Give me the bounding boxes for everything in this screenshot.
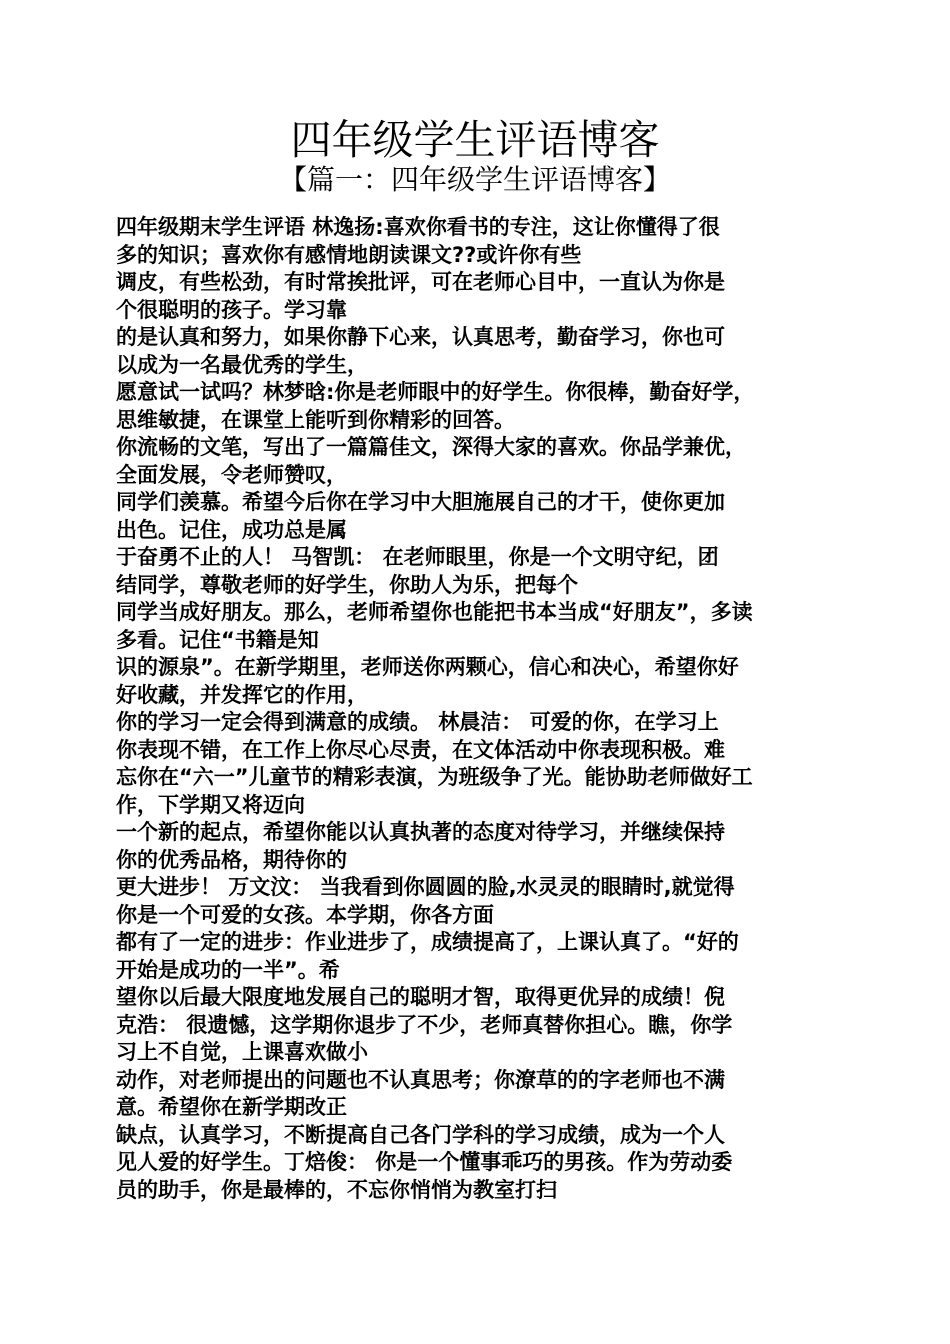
text-line: 员的助手，你是最棒的，不忘你悄悄为教室打扫: [116, 1177, 557, 1202]
text-line: 识的源泉”。在新学期里，老师送你两颗心，信心和决心，希望你好: [116, 655, 739, 679]
text-line: 忘你在“六一”儿童节的精彩表演，为班级争了光。能协助老师做好工: [116, 765, 753, 789]
text-line: 缺点，认真学习，不断提高自己各门学科的学习成绩，成为一个人: [116, 1122, 725, 1147]
page-title: 四年级学生评语博客: [290, 116, 660, 164]
text-line: 意。希望你在新学期改正: [116, 1095, 347, 1119]
text-line: 全面发展，令老师赞叹，: [116, 462, 347, 487]
text-line: 思维敏捷，在课堂上能听到你精彩的回答。: [116, 407, 515, 432]
text-line: 都有了一定的进步：作业进步了，成绩提高了，上课认真了。“好的: [116, 930, 739, 954]
text-line: 开始是成功的一半”。希: [116, 957, 340, 982]
text-line: 四年级期末学生评语 林逸扬:喜欢你看书的专注，这让你懂得了很: [116, 215, 720, 239]
text-line: 克浩： 很遗憾，这学期你退步了不少，老师真替你担心。瞧，你学: [116, 1012, 733, 1037]
text-line: 调皮，有些松劲，有时常挨批评，可在老师心目中，一直认为你是: [116, 270, 725, 294]
text-line: 一个新的起点，希望你能以认真执著的态度对待学习，并继续保持: [116, 820, 725, 844]
text-line: 更大进步！ 万文汶： 当我看到你圆圆的脸,水灵灵的眼睛时,就觉得: [116, 875, 735, 899]
text-line: 同学们羡慕。希望今后你在学习中大胆施展自己的才干，使你更加: [116, 490, 725, 514]
text-line: 你的学习一定会得到满意的成绩。 林晨洁： 可爱的你，在学习上: [116, 710, 719, 734]
text-line: 愿意试一试吗？林梦晗:你是老师眼中的好学生。你很棒，勤奋好学，: [116, 380, 755, 404]
text-line: 结同学，尊敬老师的好学生，你助人为乐，把每个: [116, 572, 578, 597]
text-line: 以成为一名最优秀的学生，: [116, 352, 368, 377]
text-line: 望你以后最大限度地发展自己的聪明才智，取得更优异的成绩！倪: [116, 985, 725, 1009]
text-line: 你是一个可爱的女孩。本学期，你各方面: [116, 902, 494, 927]
text-line: 的是认真和努力，如果你静下心来，认真思考，勤奋学习，你也可: [116, 325, 725, 349]
text-line: 出色。记住，成功总是属: [116, 517, 347, 542]
text-line: 个很聪明的孩子。学习靠: [116, 297, 347, 322]
text-line: 于奋勇不止的人！ 马智凯： 在老师眼里，你是一个文明守纪，团: [116, 545, 719, 569]
text-line: 作，下学期又将迈向: [116, 792, 305, 817]
text-line: 多看。记住“书籍是知: [116, 627, 319, 652]
text-line: 多的知识；喜欢你有感情地朗读课文??或许你有些: [116, 242, 582, 267]
text-line: 好收藏，并发挥它的作用，: [116, 682, 368, 707]
text-line: 习上不自觉，上课喜欢做小: [116, 1040, 368, 1064]
text-line: 你表现不错，在工作上你尽心尽责，在文体活动中你表现积极。难: [116, 737, 725, 762]
text-line: 你的优秀品格，期待你的: [116, 847, 347, 872]
text-line: 动作，对老师提出的问题也不认真思考；你潦草的的字老师也不满: [116, 1067, 725, 1092]
text-line: 同学当成好朋友。那么，老师希望你也能把书本当成“好朋友”，多读: [116, 600, 753, 624]
text-line: 见人爱的好学生。丁焙俊： 你是一个懂事乖巧的男孩。作为劳动委: [116, 1150, 733, 1174]
page-subtitle: 【篇一：四年级学生评语博客】: [278, 163, 671, 196]
text-line: 你流畅的文笔，写出了一篇篇佳文，深得大家的喜欢。你品学兼优，: [116, 435, 746, 459]
document-body: [116, 214, 846, 1204]
